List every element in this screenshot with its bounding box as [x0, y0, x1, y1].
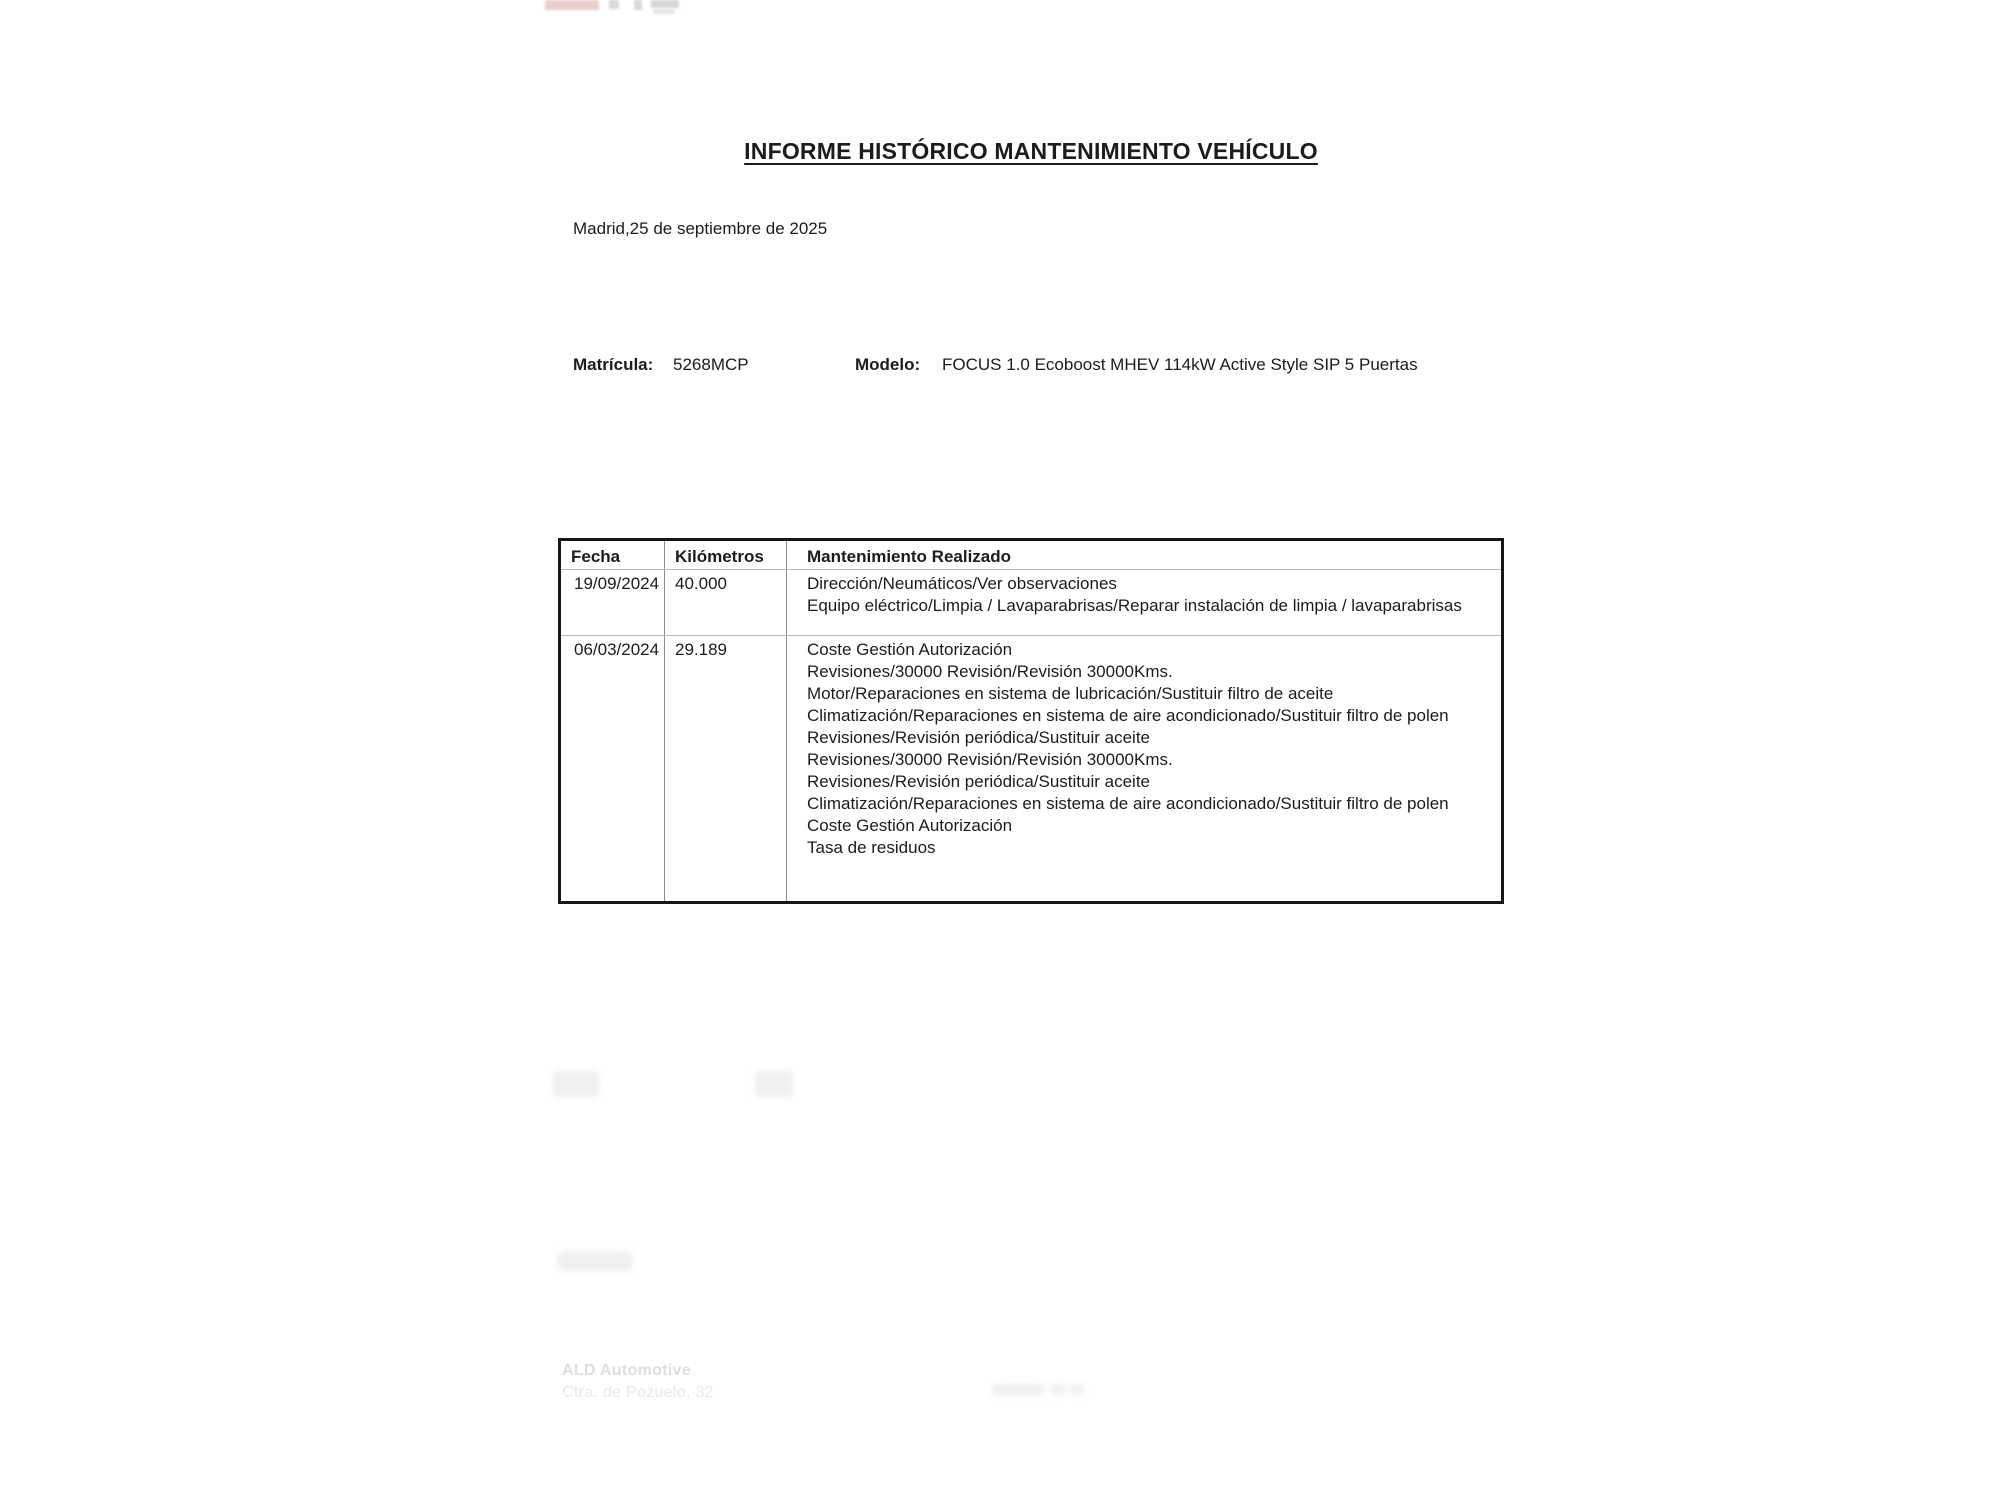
modelo-value: FOCUS 1.0 Ecoboost MHEV 114kW Active Style SIP 5 Puertas	[942, 355, 1418, 374]
header-fecha: Fecha	[561, 541, 665, 569]
maintenance-item: Coste Gestión Autorización	[807, 640, 1013, 659]
cell-fecha: 19/09/2024	[561, 570, 665, 635]
cell-fecha: 06/03/2024	[561, 636, 665, 901]
maintenance-item: Revisiones/30000 Revisión/Revisión 30000Kms.	[807, 662, 1173, 681]
scan-smudge	[992, 1384, 1044, 1395]
maintenance-item: Climatización/Reparaciones en sistema de aire acondicionado/Sustituir filtro de polen	[807, 706, 1449, 725]
scan-logo-remnant-icon	[634, 0, 642, 10]
maintenance-item: Motor/Reparaciones en sistema de lubricación/Sustituir filtro de aceite	[807, 684, 1334, 703]
document-title: INFORME HISTÓRICO MANTENIMIENTO VEHÍCULO	[744, 138, 1318, 164]
modelo-label: Modelo:	[855, 355, 921, 374]
title-container	[558, 138, 1504, 165]
table-row	[561, 635, 1501, 901]
cell-mantenimiento	[787, 636, 1501, 901]
scan-smudge	[553, 1071, 599, 1097]
maintenance-item: Dirección/Neumáticos/Ver observaciones	[807, 574, 1117, 593]
matricula-label: Matrícula:	[573, 355, 654, 374]
cell-kilometros: 40.000	[665, 570, 787, 635]
maintenance-item: Revisiones/Revisión periódica/Sustituir aceite	[807, 728, 1150, 747]
date-line: Madrid,25 de septiembre de 2025	[573, 219, 828, 238]
maintenance-item: Equipo eléctrico/Limpia / Lavaparabrisas/Reparar instalación de limpia / lavaparabrisas	[807, 596, 1462, 615]
scan-smudge	[1070, 1384, 1084, 1395]
header-mantenimiento: Mantenimiento Realizado	[807, 547, 1012, 566]
maintenance-item: Revisiones/30000 Revisión/Revisión 30000Kms.	[807, 750, 1173, 769]
maintenance-item: Climatización/Reparaciones en sistema de aire acondicionado/Sustituir filtro de polen	[807, 794, 1449, 813]
maintenance-item: Revisiones/Revisión periódica/Sustituir aceite	[807, 772, 1150, 791]
header-kilometros: Kilómetros	[665, 541, 787, 569]
scan-logo-remnant-icon	[653, 9, 675, 14]
scan-smudge	[1050, 1384, 1066, 1395]
scan-logo-remnant-icon	[545, 0, 599, 10]
footer-company: ALD Automotive	[562, 1362, 691, 1379]
scan-smudge	[755, 1071, 793, 1097]
maintenance-item: Coste Gestión Autorización	[807, 816, 1013, 835]
scan-logo-remnant-icon	[609, 0, 619, 9]
table-row	[561, 569, 1501, 635]
table-header-row	[561, 541, 1501, 569]
scan-logo-remnant-icon	[651, 0, 679, 8]
scan-smudge	[558, 1251, 632, 1271]
matricula-value: 5268MCP	[673, 355, 749, 374]
footer-address: Ctra. de Pozuelo, 32	[562, 1384, 714, 1401]
maintenance-history-table	[558, 538, 1504, 904]
cell-mantenimiento	[787, 570, 1501, 635]
cell-kilometros: 29.189	[665, 636, 787, 901]
maintenance-item: Tasa de residuos	[807, 838, 936, 857]
